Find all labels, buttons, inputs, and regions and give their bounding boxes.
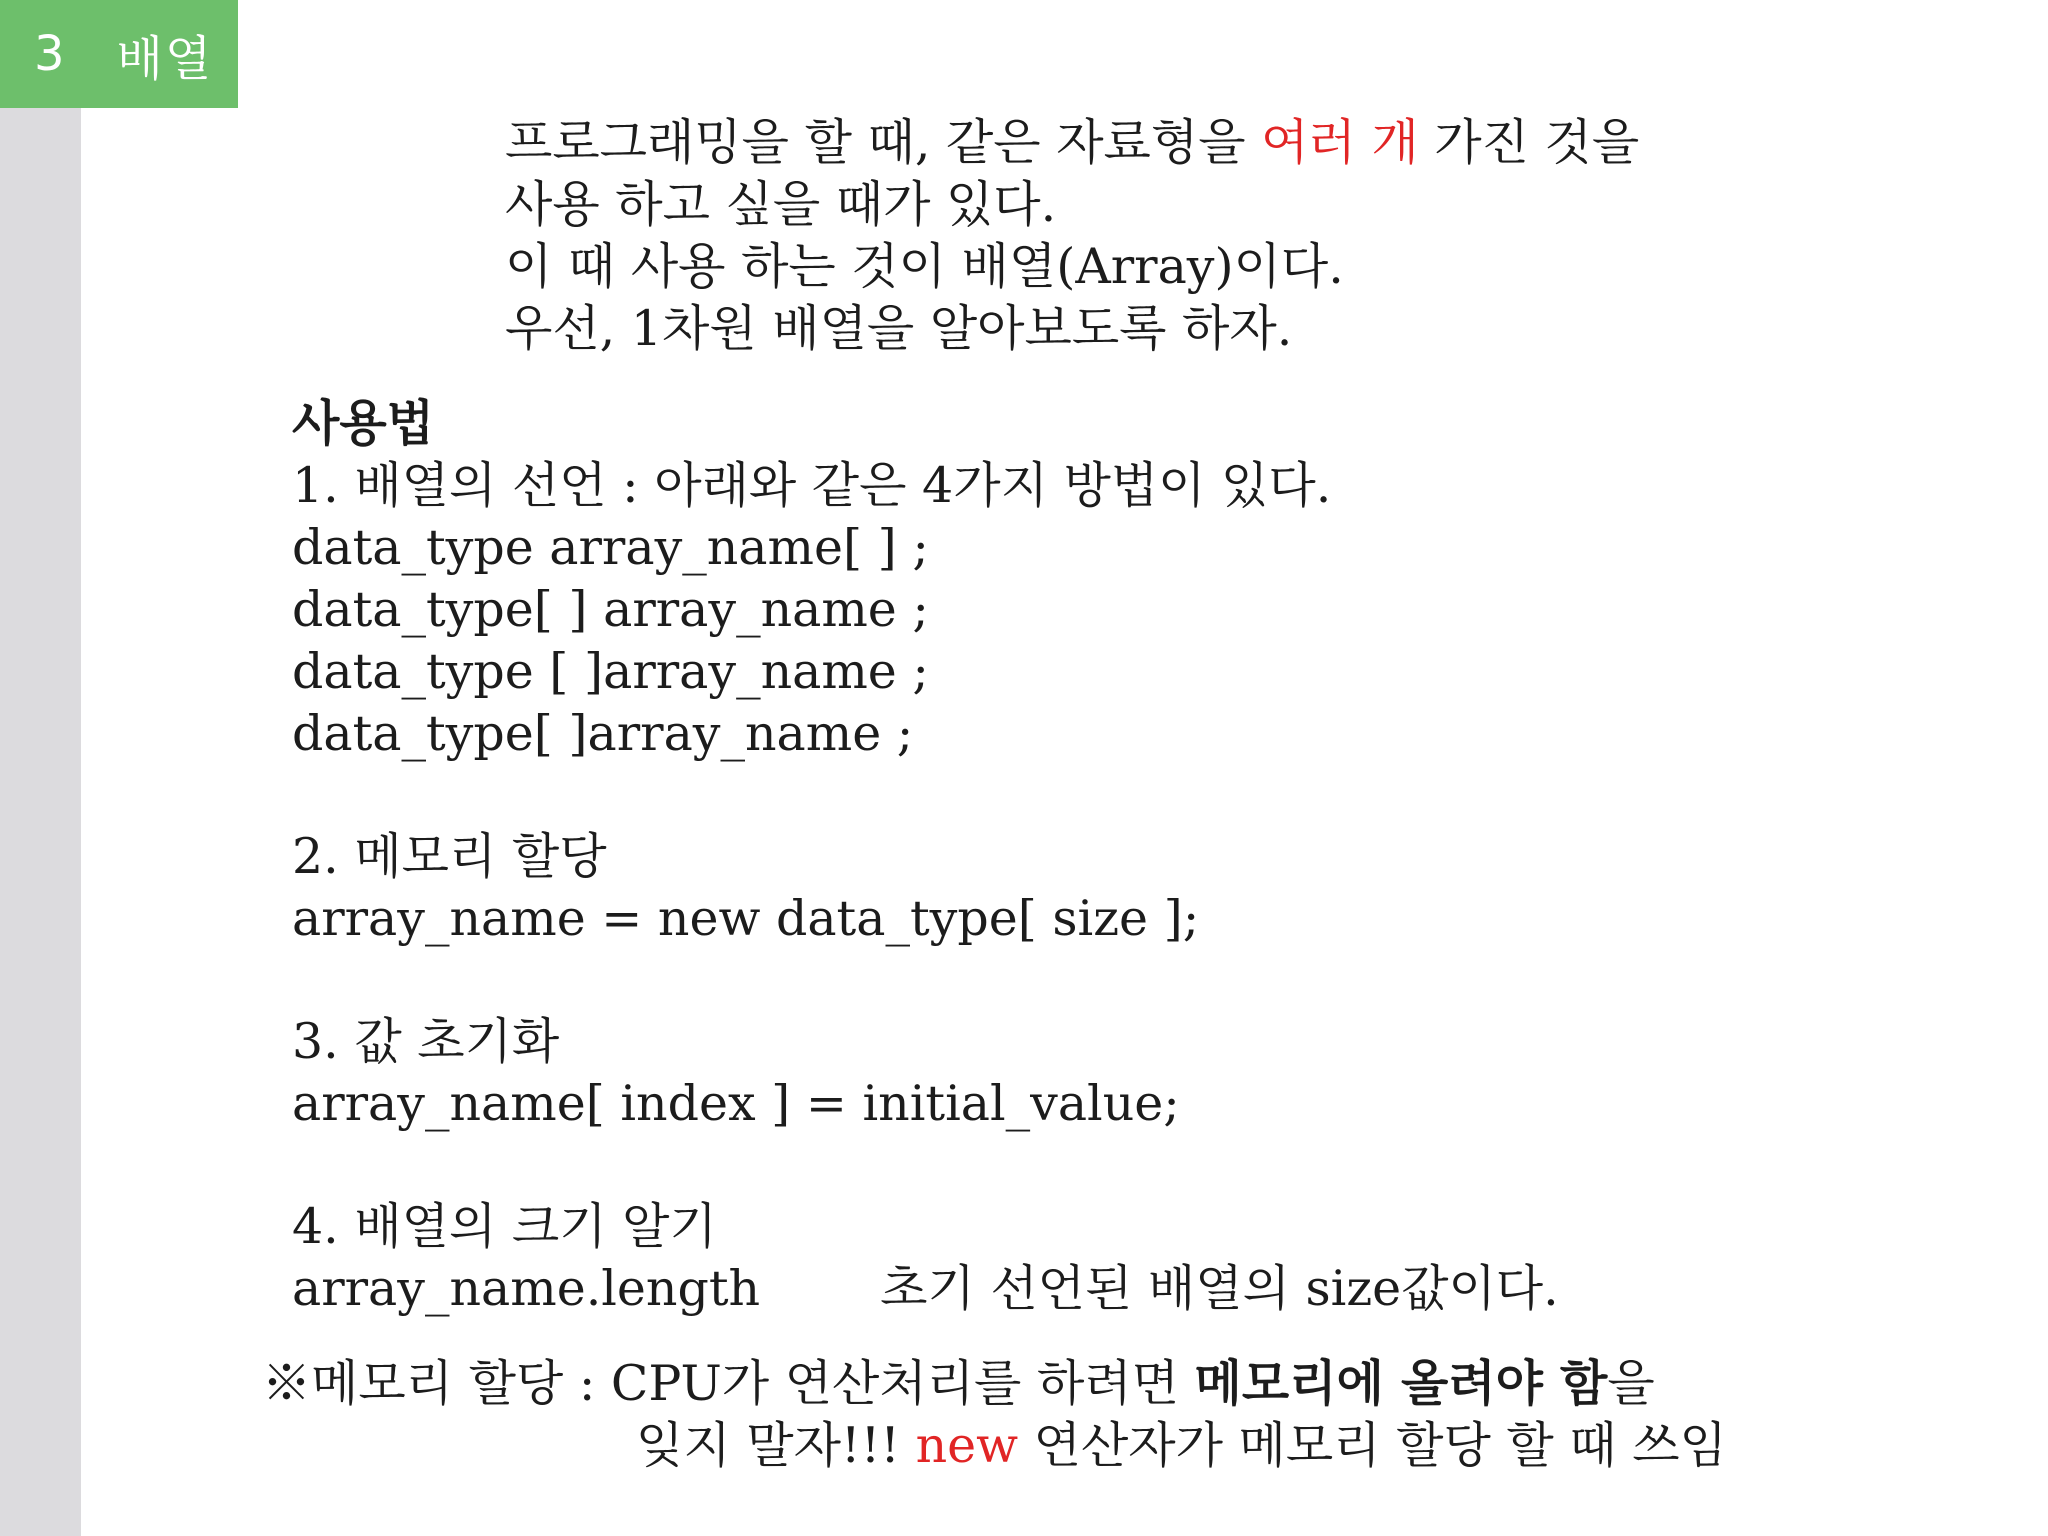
intro-paragraph <box>505 112 1639 360</box>
step3-code: array_name[ index ] = initial_value; <box>292 1075 1180 1132</box>
spacer <box>292 1135 1559 1196</box>
note-line-1-text: ※메모리 할당 : CPU가 연산처리를 하려면 <box>262 1355 1195 1412</box>
usage-heading: 사용법 <box>292 395 435 452</box>
note-line-2 <box>262 1415 1727 1477</box>
intro-line-3: 이 때 사용 하는 것이 배열(Array)이다. <box>505 238 1344 295</box>
step4-title: 4. 배열의 크기 알기 <box>292 1198 717 1255</box>
section-header-badge <box>0 0 238 108</box>
note-line-1-tail: 을 <box>1607 1355 1655 1412</box>
step1-title: 1. 배열의 선언 : 아래와 같은 4가지 방법이 있다. <box>292 457 1332 514</box>
step2-code: array_name = new data_type[ size ]; <box>292 890 1200 947</box>
intro-line-1-tail: 가진 것을 <box>1418 114 1640 171</box>
spacer <box>292 765 1559 826</box>
note-line-1 <box>262 1353 1727 1415</box>
step2-title: 2. 메모리 할당 <box>292 828 607 885</box>
intro-line-1-text: 프로그래밍을 할 때, 같은 자료형을 <box>505 114 1262 171</box>
step4-description: 초기 선언된 배열의 size값이다. <box>880 1260 1559 1317</box>
step4-code: array_name.length <box>292 1260 761 1317</box>
step4-row <box>292 1258 1559 1320</box>
intro-line-2: 사용 하고 싶을 때가 있다. <box>505 176 1057 233</box>
step1-code-line: data_type[ ]array_name ; <box>292 705 914 762</box>
section-number: 3 <box>34 26 65 82</box>
note-line-2-text: 잊지 말자!!! <box>636 1417 916 1474</box>
spacer <box>292 950 1559 1011</box>
intro-highlight: 여러 개 <box>1261 114 1419 171</box>
note-line-2-tail: 연산자가 메모리 할당 할 때 쓰임 <box>1018 1417 1727 1474</box>
left-side-bar <box>0 0 81 1536</box>
memory-note <box>262 1353 1727 1477</box>
intro-line-1 <box>505 112 1639 174</box>
step1-code-line: data_type array_name[ ] ; <box>292 519 929 576</box>
note-highlight-new: new <box>915 1417 1019 1474</box>
step1-code-line: data_type [ ]array_name ; <box>292 643 929 700</box>
usage-section <box>292 393 1559 1320</box>
intro-line-4: 우선, 1차원 배열을 알아보도록 하자. <box>505 300 1293 357</box>
section-title: 배열 <box>116 30 214 87</box>
step3-title: 3. 값 초기화 <box>292 1013 560 1070</box>
note-bold-text: 메모리에 올려야 함 <box>1194 1355 1608 1412</box>
step1-code-line: data_type[ ] array_name ; <box>292 581 929 638</box>
